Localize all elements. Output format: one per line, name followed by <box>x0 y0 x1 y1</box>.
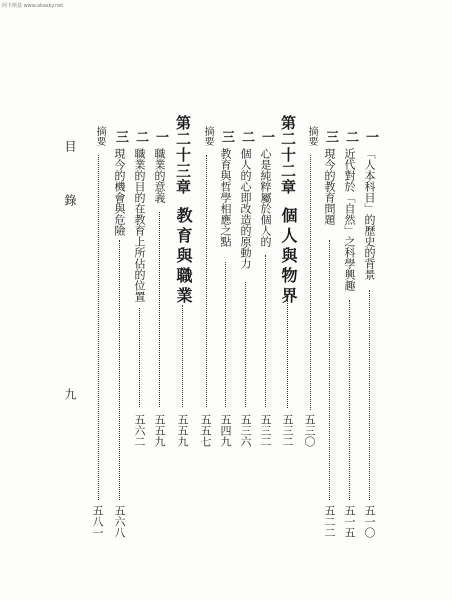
entry-9-page: 五五九 <box>153 414 166 447</box>
entry-5-marker: 一 <box>259 130 274 143</box>
entry-8-leader <box>206 155 207 407</box>
running-header-label: 目 錄 <box>63 140 77 220</box>
entry-12-summary: 摘要 <box>94 126 105 146</box>
entry-8-page: 五五七 <box>199 414 212 447</box>
entry-11-title: 現今的機會與危險 <box>113 148 126 236</box>
chapter-22-leader <box>287 300 288 408</box>
entry-10-leader <box>139 308 140 407</box>
entry-5-leader <box>265 255 266 407</box>
chapter-22-number: 第二十二章 <box>279 115 297 195</box>
entry-6-title: 個人的心即改造的原動力 <box>239 148 252 269</box>
entry-3-title: 現今的教育問題 <box>323 148 336 225</box>
entry-4-summary: 摘要 <box>306 126 317 146</box>
entry-9-title: 職業的意義 <box>153 148 166 203</box>
entry-7-title: 教育與哲學相應之點 <box>219 148 232 247</box>
chapter-23-page: 五五九 <box>176 414 189 447</box>
entry-7-marker: 三 <box>219 130 234 143</box>
entry-2-title: 近代對於「自然」之科學興趣 <box>343 148 356 291</box>
entry-2-leader <box>349 300 350 500</box>
entry-6-marker: 二 <box>239 130 254 143</box>
chapter-22-heading <box>280 115 296 307</box>
entry-6-page: 五三六 <box>239 414 252 447</box>
entry-10-marker: 二 <box>133 130 148 143</box>
entry-10-page: 五六二 <box>133 414 146 447</box>
entry-1-marker: 一 <box>363 130 378 143</box>
entry-6-leader <box>245 282 246 407</box>
entry-2-page: 五一五 <box>343 505 356 538</box>
entry-5-title: 心是純粹屬於個人的 <box>259 148 272 247</box>
entry-10-title: 職業的目的在教育上所佔的位置 <box>133 148 146 302</box>
chapter-22-page: 五三二 <box>281 414 294 447</box>
entry-1-title: 「人本科目」的歷史的背景 <box>363 148 376 280</box>
entry-7-page: 五四九 <box>219 414 232 447</box>
chapter-23-leader <box>182 305 183 407</box>
chapter-23-number: 第二十三章 <box>174 115 192 195</box>
entry-11-leader <box>119 240 120 500</box>
entry-1-leader <box>369 290 370 500</box>
running-header-page-number: 九 <box>63 388 77 400</box>
chapter-23-heading <box>175 115 191 307</box>
entry-3-leader <box>329 240 330 500</box>
watermark: 阿卡斯基 www.akasky.net <box>2 3 64 9</box>
entry-3-page: 五二二 <box>323 505 336 538</box>
entry-4-page: 五三〇 <box>303 414 316 447</box>
entry-2-marker: 二 <box>343 130 358 143</box>
entry-11-marker: 三 <box>113 130 128 143</box>
entry-12-leader <box>98 155 99 500</box>
entry-8-summary: 摘要 <box>202 126 213 146</box>
chapter-23-title: 教育與職業 <box>174 207 193 307</box>
entry-9-marker: 一 <box>153 130 168 143</box>
entry-4-leader <box>310 155 311 410</box>
entry-12-page: 五八一 <box>91 505 104 538</box>
entry-11-page: 五六八 <box>113 505 126 538</box>
chapter-22-title: 個人與物界 <box>279 207 298 307</box>
entry-9-leader <box>159 212 160 407</box>
entry-1-page: 五一〇 <box>363 505 376 538</box>
entry-7-leader <box>225 262 226 407</box>
entry-5-page: 五三二 <box>259 414 272 447</box>
entry-3-marker: 三 <box>323 130 338 143</box>
